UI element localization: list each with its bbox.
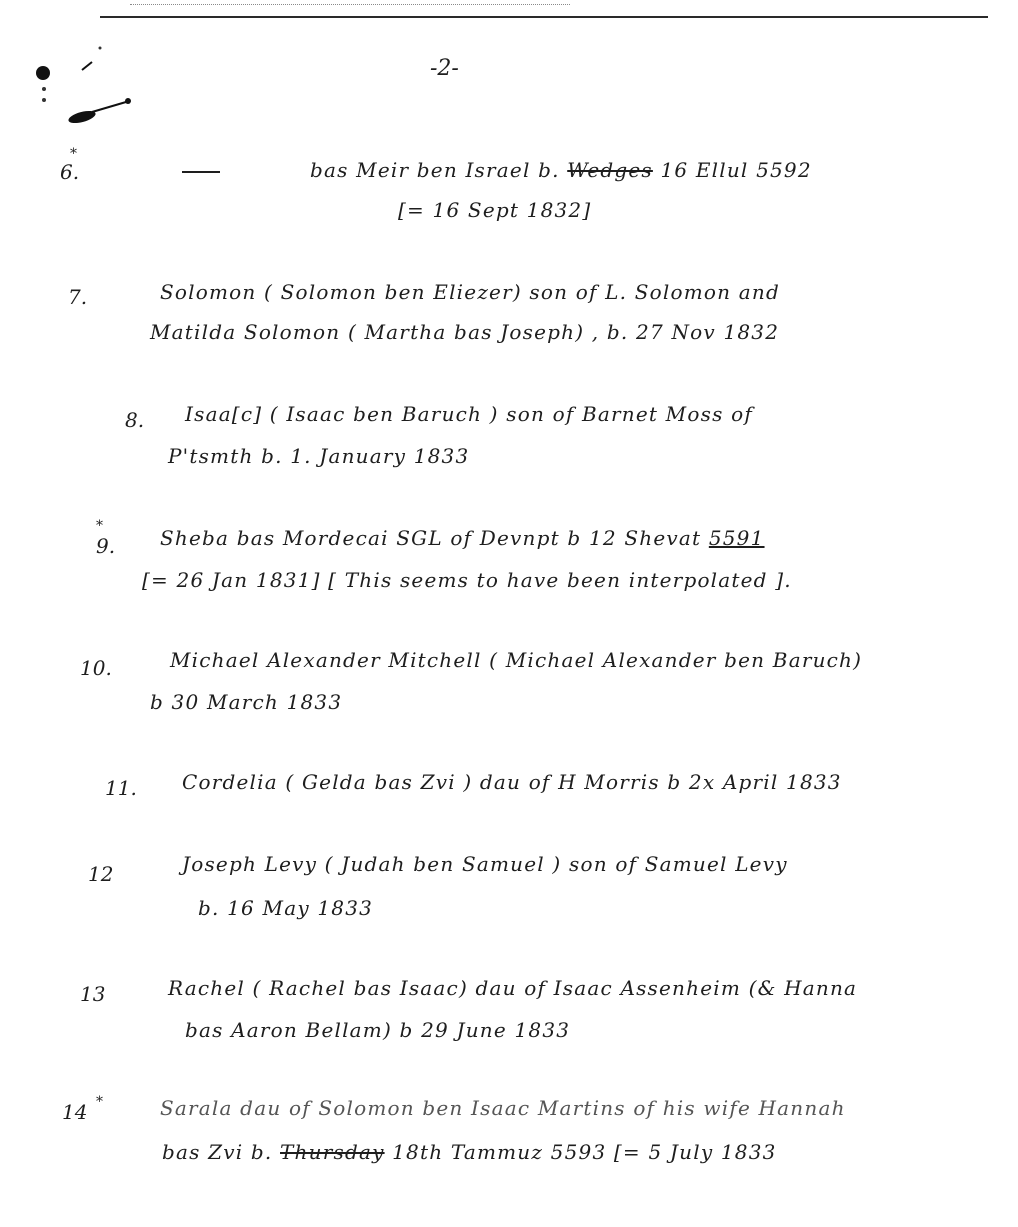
entry-number: 9.	[96, 534, 116, 558]
entry-line: bas Aaron Bellam) b 29 June 1833	[185, 1018, 571, 1042]
page-number: -2-	[430, 56, 459, 81]
entry-line: Joseph Levy ( Judah ben Samuel ) son of Samuel Levy	[182, 852, 788, 876]
entry-number: 10.	[80, 656, 112, 680]
entry-dash	[182, 171, 220, 173]
entry-line	[310, 158, 812, 182]
entry-line: Solomon ( Solomon ben Eliezer) son of L. Solomon and	[160, 280, 780, 304]
entry-number: 11.	[105, 776, 137, 800]
top-rule	[100, 16, 988, 18]
entry-line: b. 16 May 1833	[198, 896, 374, 920]
entry-text: Sheba bas Mordecai SGL of Devnpt b 12 Shevat	[160, 526, 709, 550]
entry-number: 7.	[68, 285, 88, 309]
entry-text: 16 Ellul 5592	[652, 158, 812, 182]
entry-star: *	[96, 1094, 103, 1110]
entry-text: bas Zvi b.	[162, 1140, 281, 1164]
entry-line: P'tsmth b. 1. January 1833	[168, 444, 470, 468]
entry-star: *	[96, 518, 103, 534]
entry-line: Matilda Solomon ( Martha bas Joseph) , b. 27 Nov 1832	[150, 320, 780, 344]
entry-number: 14	[62, 1100, 88, 1124]
entry-line: Michael Alexander Mitchell ( Michael Alexander ben Baruch)	[170, 648, 863, 672]
entry-number: 8.	[125, 408, 145, 432]
struck-text: Thursday	[280, 1140, 385, 1164]
entry-line: b 30 March 1833	[150, 690, 343, 714]
entry-line: Isaa[c] ( Isaac ben Baruch ) son of Barnet Moss of	[185, 402, 753, 426]
entry-line	[160, 526, 765, 550]
margin-ink-marks	[30, 40, 140, 130]
entry-line: Rachel ( Rachel bas Isaac) dau of Isaac Assenheim (& Hanna	[168, 976, 858, 1000]
entry-line: [= 16 Sept 1832]	[398, 198, 592, 222]
entry-line: [= 26 Jan 1831] [ This seems to have been interpolated ].	[142, 568, 792, 592]
entry-star: *	[70, 146, 77, 162]
struck-text: Wedges	[567, 158, 653, 182]
top-faint-rule	[130, 4, 570, 5]
entry-line: Sarala dau of Solomon ben Isaac Martins of his wife Hannah	[160, 1096, 846, 1120]
entry-line: Cordelia ( Gelda bas Zvi ) dau of H Morris b 2x April 1833	[182, 770, 842, 794]
entry-line	[162, 1140, 777, 1164]
entry-text: bas Meir ben Israel b.	[310, 158, 568, 182]
entry-number: 6.	[60, 160, 80, 184]
underlined-text: 5591	[708, 526, 765, 550]
entry-number: 13	[80, 982, 106, 1006]
entry-number: 12	[88, 862, 114, 886]
entry-text: 18th Tammuz 5593 [= 5 July 1833	[384, 1140, 777, 1164]
